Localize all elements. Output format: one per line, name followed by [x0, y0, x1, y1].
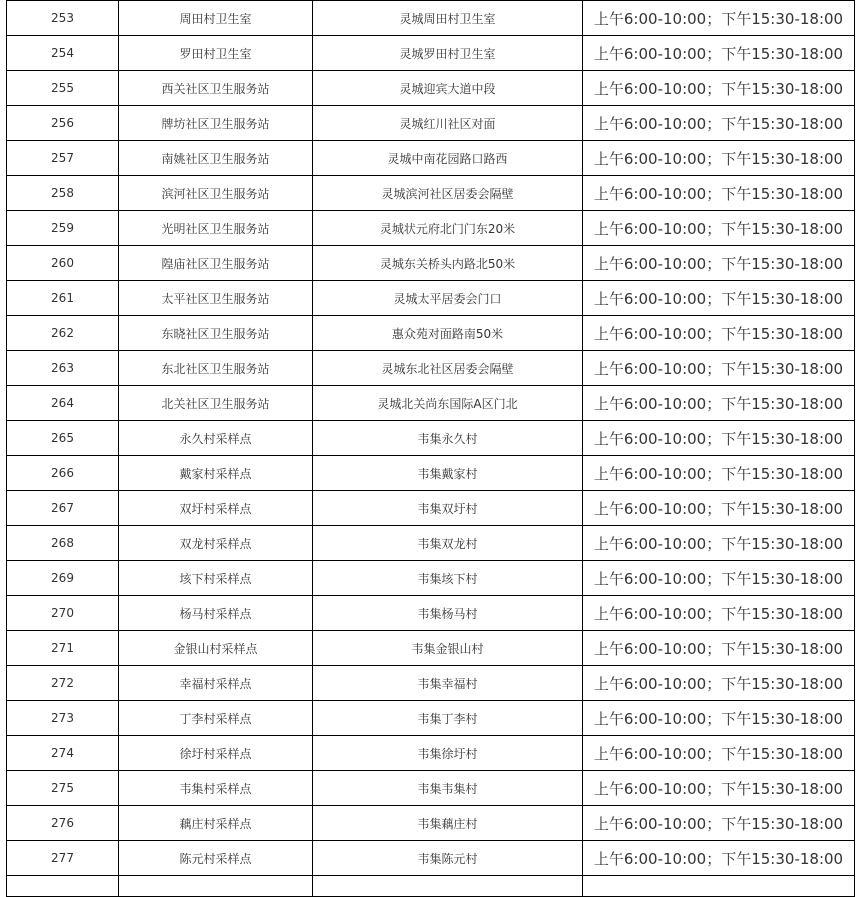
cell-hours: 上午6:00-10:00；下午15:30-18:00: [583, 141, 855, 176]
cell-site-name: 徐圩村采样点: [119, 736, 313, 771]
cell-site-name: 罗田村卫生室: [119, 36, 313, 71]
cell-number: 263: [7, 351, 119, 386]
cell-hours: 上午6:00-10:00；下午15:30-18:00: [583, 806, 855, 841]
table-row: [7, 246, 855, 281]
cell-number: 255: [7, 71, 119, 106]
cell-number: 273: [7, 701, 119, 736]
cell-number: 266: [7, 456, 119, 491]
cell-hours: 上午6:00-10:00；下午15:30-18:00: [583, 456, 855, 491]
table-row: [7, 316, 855, 351]
cell-address: 韦集幸福村: [313, 666, 583, 701]
table-row: [7, 421, 855, 456]
table-row: [7, 106, 855, 141]
cell-site-name: 东晓社区卫生服务站: [119, 316, 313, 351]
cell-number: 254: [7, 36, 119, 71]
cell-site-name: 西关社区卫生服务站: [119, 71, 313, 106]
cell-address: 韦集双龙村: [313, 526, 583, 561]
table-body: [7, 0, 855, 897]
cell-hours: 上午6:00-10:00；下午15:30-18:00: [583, 351, 855, 386]
cell-number: 275: [7, 771, 119, 806]
cell-address: 灵城北关尚东国际A区门北: [313, 386, 583, 421]
cell-address: 灵城罗田村卫生室: [313, 36, 583, 71]
cell-hours: 上午6:00-10:00；下午15:30-18:00: [583, 71, 855, 106]
cell-address: 韦集垓下村: [313, 561, 583, 596]
cell-hours: 上午6:00-10:00；下午15:30-18:00: [583, 386, 855, 421]
table-row: [7, 526, 855, 561]
sampling-sites-table-wrapper: [6, 0, 854, 897]
cell-site-name: 东北社区卫生服务站: [119, 351, 313, 386]
table-row: [7, 666, 855, 701]
cell-number: 257: [7, 141, 119, 176]
cell-number: 259: [7, 211, 119, 246]
cell-hours: 上午6:00-10:00；下午15:30-18:00: [583, 561, 855, 596]
cell-site-name: 韦集村采样点: [119, 771, 313, 806]
cell-address: 韦集杨马村: [313, 596, 583, 631]
cell-hours: 上午6:00-10:00；下午15:30-18:00: [583, 176, 855, 211]
cell-number: 269: [7, 561, 119, 596]
table-row: [7, 491, 855, 526]
cell-site-name: 幸福村采样点: [119, 666, 313, 701]
cell-address: 灵城滨河社区居委会隔壁: [313, 176, 583, 211]
cell-site-name: 太平社区卫生服务站: [119, 281, 313, 316]
cell-hours: 上午6:00-10:00；下午15:30-18:00: [583, 596, 855, 631]
cell-number: 276: [7, 806, 119, 841]
table-row: [7, 596, 855, 631]
table-row: [7, 1, 855, 36]
cell-address: 韦集陈元村: [313, 841, 583, 876]
cell-site-name: 丁李村采样点: [119, 701, 313, 736]
table-row: [7, 351, 855, 386]
table-row: [7, 211, 855, 246]
table-row: [7, 36, 855, 71]
cell-site-name: 双圩村采样点: [119, 491, 313, 526]
table-row: [7, 281, 855, 316]
cell-number: 271: [7, 631, 119, 666]
cell-hours: 上午6:00-10:00；下午15:30-18:00: [583, 246, 855, 281]
cell-number: 258: [7, 176, 119, 211]
cell-hours: 上午6:00-10:00；下午15:30-18:00: [583, 736, 855, 771]
table-row: [7, 561, 855, 596]
cell-address: 灵城中南花园路口路西: [313, 141, 583, 176]
cell-number: 272: [7, 666, 119, 701]
cell-site-name: 垓下村采样点: [119, 561, 313, 596]
cell-hours: 上午6:00-10:00；下午15:30-18:00: [583, 1, 855, 36]
table-row: [7, 631, 855, 666]
cell-number: 277: [7, 841, 119, 876]
cell-hours: 上午6:00-10:00；下午15:30-18:00: [583, 526, 855, 561]
cell-address: 灵城状元府北门门东20米: [313, 211, 583, 246]
cell-site-name: 藕庄村采样点: [119, 806, 313, 841]
table-row-partial: [7, 876, 855, 897]
cell-number: 267: [7, 491, 119, 526]
cell-address: 韦集韦集村: [313, 771, 583, 806]
cell-number: 274: [7, 736, 119, 771]
cell-site-name: 周田村卫生室: [119, 1, 313, 36]
cell-hours: 上午6:00-10:00；下午15:30-18:00: [583, 771, 855, 806]
cell-hours: 上午6:00-10:00；下午15:30-18:00: [583, 666, 855, 701]
cell-number: 256: [7, 106, 119, 141]
cell-hours: 上午6:00-10:00；下午15:30-18:00: [583, 491, 855, 526]
cell-site-name: 牌坊社区卫生服务站: [119, 106, 313, 141]
cell-hours: 上午6:00-10:00；下午15:30-18:00: [583, 36, 855, 71]
cell-site-name: 滨河社区卫生服务站: [119, 176, 313, 211]
cell-site-name: 戴家村采样点: [119, 456, 313, 491]
cell-address: 灵城东北社区居委会隔壁: [313, 351, 583, 386]
cell-hours: 上午6:00-10:00；下午15:30-18:00: [583, 421, 855, 456]
cell-address: 韦集双圩村: [313, 491, 583, 526]
table-row: [7, 176, 855, 211]
table-row: [7, 806, 855, 841]
cell-address: 灵城迎宾大道中段: [313, 71, 583, 106]
cell-number: 260: [7, 246, 119, 281]
cell-site-name: 双龙村采样点: [119, 526, 313, 561]
cell-site-name: 隍庙社区卫生服务站: [119, 246, 313, 281]
cell-address: 韦集藕庄村: [313, 806, 583, 841]
table-row: [7, 701, 855, 736]
cell-hours: 上午6:00-10:00；下午15:30-18:00: [583, 316, 855, 351]
cell-site-name: 南姚社区卫生服务站: [119, 141, 313, 176]
cell-hours: 上午6:00-10:00；下午15:30-18:00: [583, 841, 855, 876]
sampling-sites-table: [6, 0, 855, 897]
cell-address: 韦集徐圩村: [313, 736, 583, 771]
cell-address: 韦集金银山村: [313, 631, 583, 666]
cell-site-name: 杨马村采样点: [119, 596, 313, 631]
cell-address: 惠众苑对面路南50米: [313, 316, 583, 351]
table-row: [7, 736, 855, 771]
cell-number: 270: [7, 596, 119, 631]
cell-hours: 上午6:00-10:00；下午15:30-18:00: [583, 281, 855, 316]
cell-address: 灵城太平居委会门口: [313, 281, 583, 316]
table-row: [7, 386, 855, 421]
cell-address: 灵城东关桥头内路北50米: [313, 246, 583, 281]
cell-address: 灵城周田村卫生室: [313, 1, 583, 36]
cell-number: 261: [7, 281, 119, 316]
cell-hours: 上午6:00-10:00；下午15:30-18:00: [583, 701, 855, 736]
cell-site-name: 光明社区卫生服务站: [119, 211, 313, 246]
table-row: [7, 456, 855, 491]
cell-address: 韦集永久村: [313, 421, 583, 456]
table-row: [7, 71, 855, 106]
table-row: [7, 141, 855, 176]
cell-number: 253: [7, 1, 119, 36]
table-row: [7, 771, 855, 806]
cell-number: 265: [7, 421, 119, 456]
cell-site-name: 永久村采样点: [119, 421, 313, 456]
cell-site-name: 北关社区卫生服务站: [119, 386, 313, 421]
cell-site-name: 金银山村采样点: [119, 631, 313, 666]
cell-number: 264: [7, 386, 119, 421]
cell-address: 韦集丁李村: [313, 701, 583, 736]
cell-address: 灵城红川社区对面: [313, 106, 583, 141]
cell-number: 268: [7, 526, 119, 561]
table-row: [7, 841, 855, 876]
cell-hours: 上午6:00-10:00；下午15:30-18:00: [583, 211, 855, 246]
cell-site-name: 陈元村采样点: [119, 841, 313, 876]
cell-hours: 上午6:00-10:00；下午15:30-18:00: [583, 106, 855, 141]
cell-address: 韦集戴家村: [313, 456, 583, 491]
cell-hours: 上午6:00-10:00；下午15:30-18:00: [583, 631, 855, 666]
cell-number: 262: [7, 316, 119, 351]
